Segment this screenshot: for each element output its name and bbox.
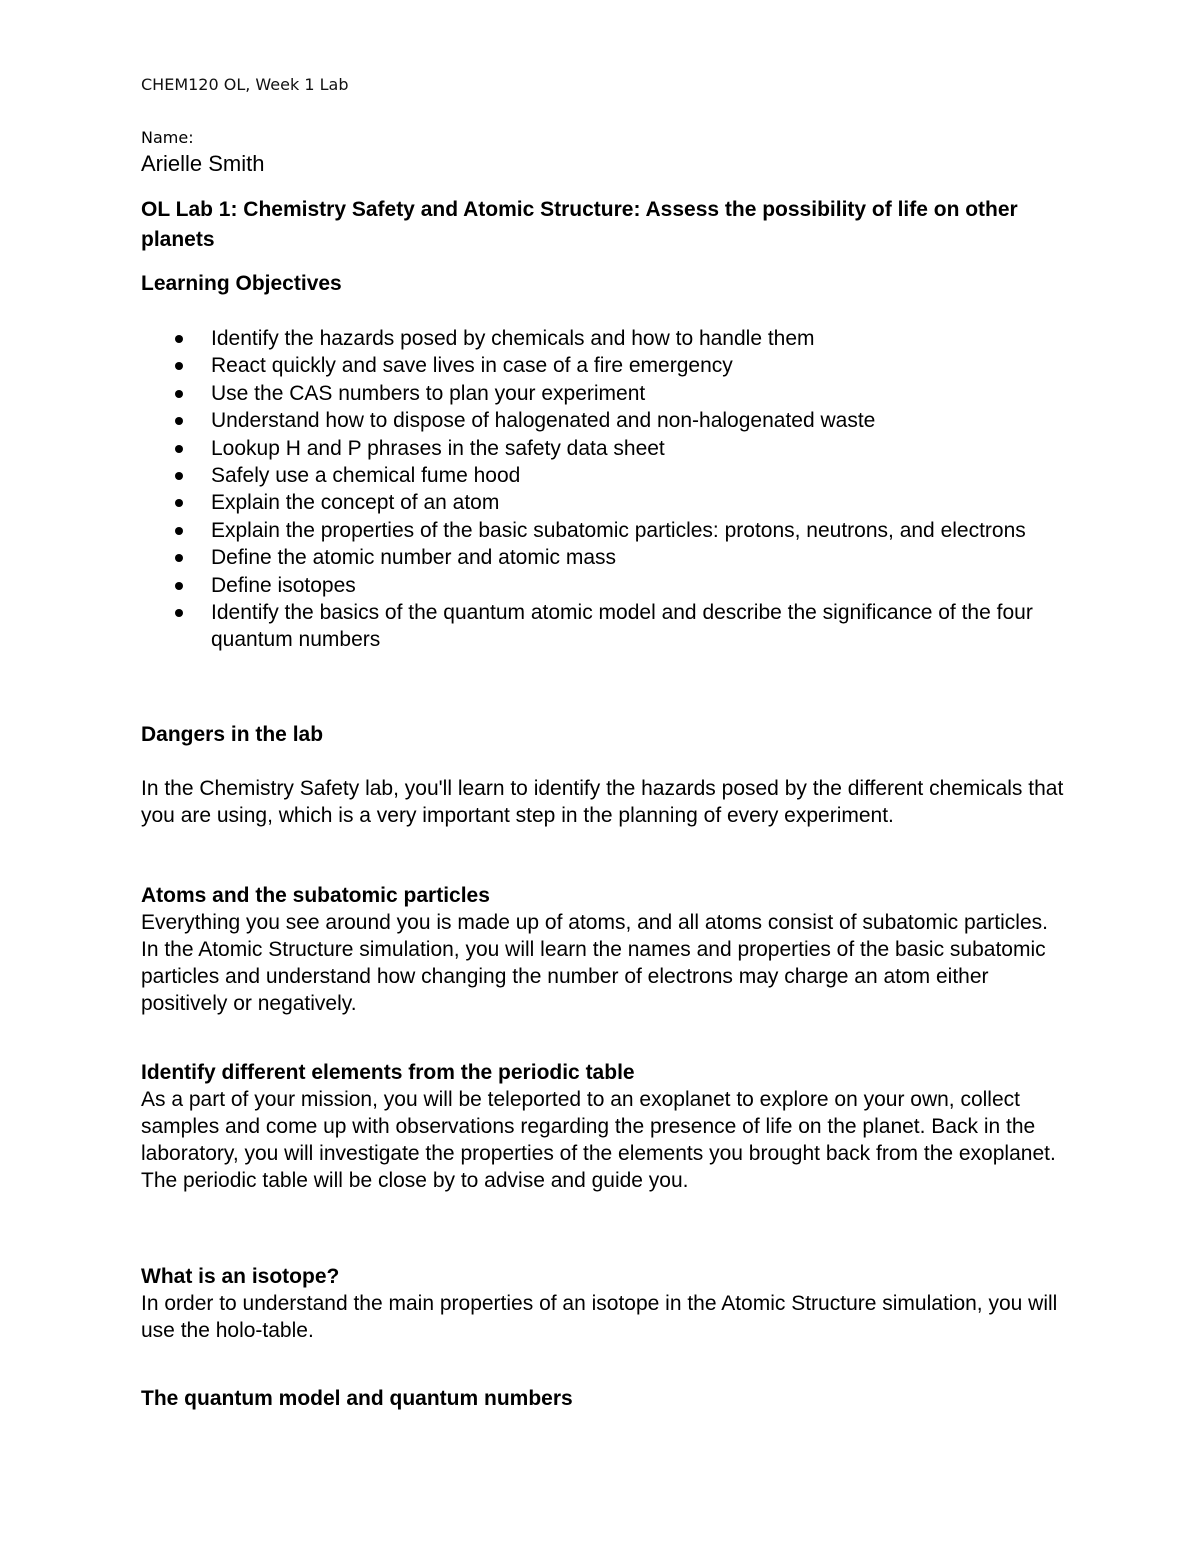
bullet-icon: [175, 390, 183, 398]
list-item: Safely use a chemical fume hood: [141, 462, 1071, 489]
dangers-text: In the Chemistry Safety lab, you'll learn to identify the hazards posed by the different chemicals that you are using, which is a very important step in the planning of every experiment.: [141, 777, 1064, 827]
bullet-icon: [175, 472, 183, 480]
list-item: Use the CAS numbers to plan your experiment: [141, 380, 1071, 407]
atoms-text: Everything you see around you is made up of atoms, and all atoms consist of subatomic particles. In the Atomic Structure simulation, you will learn the names and properties of the basic subatomic particles and understand how changing the number of electrons may charge an atom either positively or negatively.: [141, 911, 1048, 1015]
quantum-heading: The quantum model and quantum numbers: [141, 1387, 573, 1410]
bullet-icon: [175, 527, 183, 535]
learning-objectives-heading: Learning Objectives: [141, 272, 342, 295]
list-item: Understand how to dispose of halogenated and non-halogenated waste: [141, 407, 1071, 434]
bullet-icon: [175, 554, 183, 562]
list-item: React quickly and save lives in case of a fire emergency: [141, 352, 1071, 379]
isotope-heading: What is an isotope?: [141, 1265, 340, 1288]
bullet-icon: [175, 417, 183, 425]
isotope-text: In order to understand the main properties of an isotope in the Atomic Structure simulation, you will use the holo-table.: [141, 1292, 1058, 1342]
list-item: Explain the properties of the basic subatomic particles: protons, neutrons, and electrons: [141, 517, 1071, 544]
lab-title: OL Lab 1: Chemistry Safety and Atomic Structure: Assess the possibility of life on other planets: [141, 198, 1018, 251]
bullet-icon: [175, 582, 183, 590]
list-item: Identify the basics of the quantum atomic model and describe the significance of the four quantum numbers: [141, 599, 1071, 654]
bullet-icon: [175, 362, 183, 370]
bullet-icon: [175, 499, 183, 507]
elements-heading: Identify different elements from the periodic table: [141, 1061, 635, 1084]
document-header: CHEM120 OL, Week 1 Lab: [141, 75, 349, 94]
list-item: Define isotopes: [141, 572, 1071, 599]
list-item: Explain the concept of an atom: [141, 489, 1071, 516]
bullet-icon: [175, 609, 183, 617]
list-item: Identify the hazards posed by chemicals and how to handle them: [141, 325, 1071, 352]
bullet-icon: [175, 335, 183, 343]
list-item: Define the atomic number and atomic mass: [141, 544, 1071, 571]
learning-objectives-list: [141, 325, 1071, 654]
atoms-heading: Atoms and the subatomic particles: [141, 884, 490, 907]
name-label: Name:: [141, 128, 194, 147]
list-item: Lookup H and P phrases in the safety data sheet: [141, 435, 1071, 462]
student-name: Arielle Smith: [141, 151, 265, 176]
dangers-heading: Dangers in the lab: [141, 723, 324, 746]
bullet-icon: [175, 445, 183, 453]
elements-text: As a part of your mission, you will be teleported to an exoplanet to explore on your own, collect samples and come up with observations regarding the presence of life on the planet. Back in the laboratory, you will investigate the properties of the elements you brought back from the exoplanet. The periodic table will be close by to advise and guide you.: [141, 1088, 1056, 1192]
